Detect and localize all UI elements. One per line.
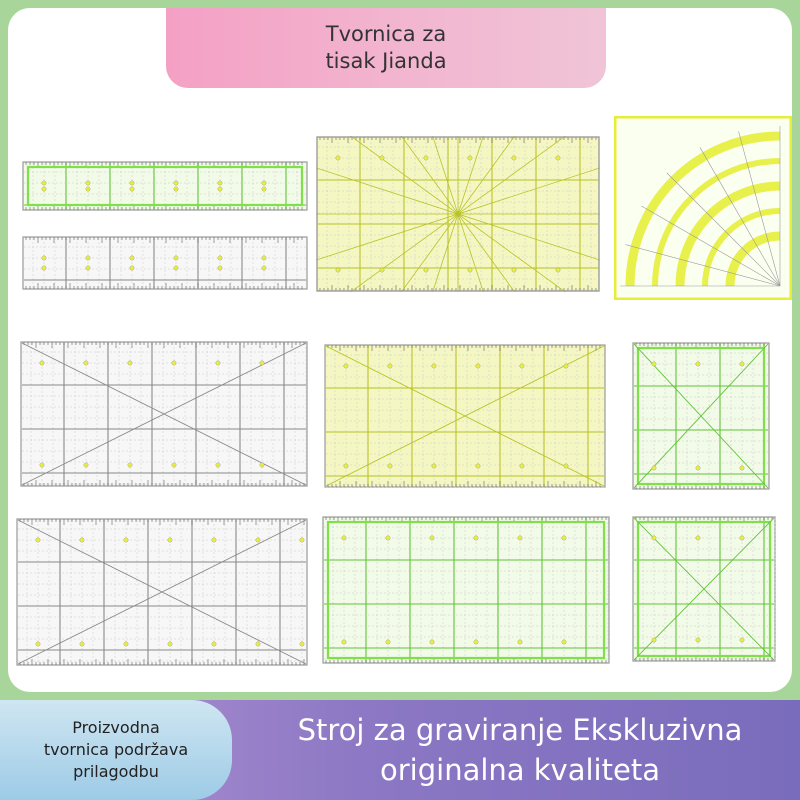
clear-diagonal-ruler — [20, 341, 308, 487]
yellow-diagonal-ruler — [324, 344, 606, 488]
green-grid-ruler — [322, 516, 610, 664]
badge-line1: Proizvodna — [72, 718, 160, 737]
green-square-ruler — [632, 342, 770, 490]
header-title — [166, 18, 606, 78]
product-canvas — [8, 8, 792, 692]
small-green-ruler — [632, 516, 776, 662]
long-clear-ruler — [22, 236, 308, 290]
badge-line3: prilagodbu — [73, 762, 159, 781]
footer-banner — [0, 700, 800, 800]
customization-badge — [0, 700, 232, 800]
header-banner — [166, 8, 606, 88]
badge-line2: tvornica podržava — [43, 740, 189, 759]
wide-clear-ruler — [16, 518, 308, 666]
large-yellow-ruler — [316, 136, 600, 292]
footer-slogan — [250, 700, 790, 800]
long-green-ruler — [22, 161, 308, 211]
slogan-line1: Stroj za graviranje Ekskluzivna — [297, 713, 743, 747]
slogan-line2: originalna kvaliteta — [380, 753, 660, 787]
header-title-line2: tisak Jianda — [325, 49, 447, 73]
header-title-line1: Tvornica za — [325, 22, 447, 46]
quarter-circle-ruler — [614, 116, 792, 300]
